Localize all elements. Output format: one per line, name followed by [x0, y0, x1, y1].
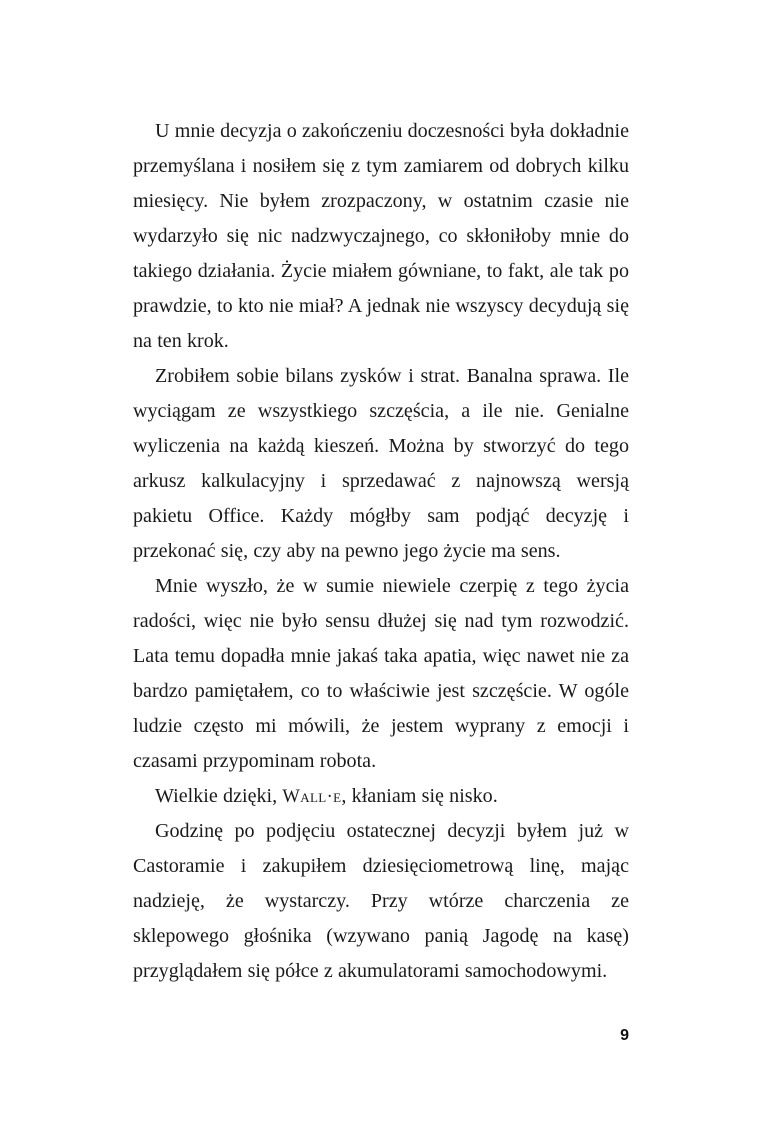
page-number: 9 — [620, 1027, 629, 1044]
paragraph-4 — [133, 779, 629, 814]
paragraph-1: U mnie decyzja o zakończeniu doczesności była dokładnie przemyślana i nosiłem się z tym zamiarem od dobrych kilku miesięcy. Nie byłem zrozpaczony, w ostatnim czasie nie wydarzyło się nic nadzwyczajnego, co skłoniłoby mnie do takiego działania. Życie miałem gówniane, to fakt, ale tak po prawdzie, to kto nie miał? A jednak nie wszyscy decydują się na ten krok. — [133, 120, 629, 352]
walle-smallcaps-text: Wall·e — [282, 786, 342, 806]
paragraph-3: Mnie wyszło, że w sumie niewiele czerpię z tego życia radości, więc nie było sensu dłużej się nad tym rozwodzić. Lata temu dopadła mnie jakaś taka apatia, więc nawet nie za bardzo pamiętałem, co to właściwie jest szczęście. W ogóle ludzie często mi mówili, że jestem wyprany z emocji i czasami przypominam robota. — [133, 575, 629, 772]
paragraph-4-suffix: , kłaniam się nisko. — [341, 785, 498, 807]
paragraph-4-prefix: Wielkie dzięki, — [155, 785, 283, 807]
paragraph-2: Zrobiłem sobie bilans zysków i strat. Banalna sprawa. Ile wyciągam ze wszystkiego szczęścia, a ile nie. Genialne wyliczenia na każdą kieszeń. Można by stworzyć do tego arkusz kalkulacyjny i sprzedawać z najnowszą wersją pakietu Office. Każdy mógłby sam podjąć decyzję i przekonać się, czy aby na pewno jego życie ma sens. — [133, 365, 629, 562]
page-text-column — [133, 114, 629, 989]
paragraph-5: Godzinę po podjęciu ostatecznej decyzji byłem już w Castoramie i zakupiłem dziesięciometrową linę, mając nadzieję, że wystarczy. Przy wtórze charczenia ze sklepowego głośnika (wzywano panią Jagodę na kasę) przyglądałem się półce z akumulatorami samochodowymi. — [133, 820, 629, 982]
